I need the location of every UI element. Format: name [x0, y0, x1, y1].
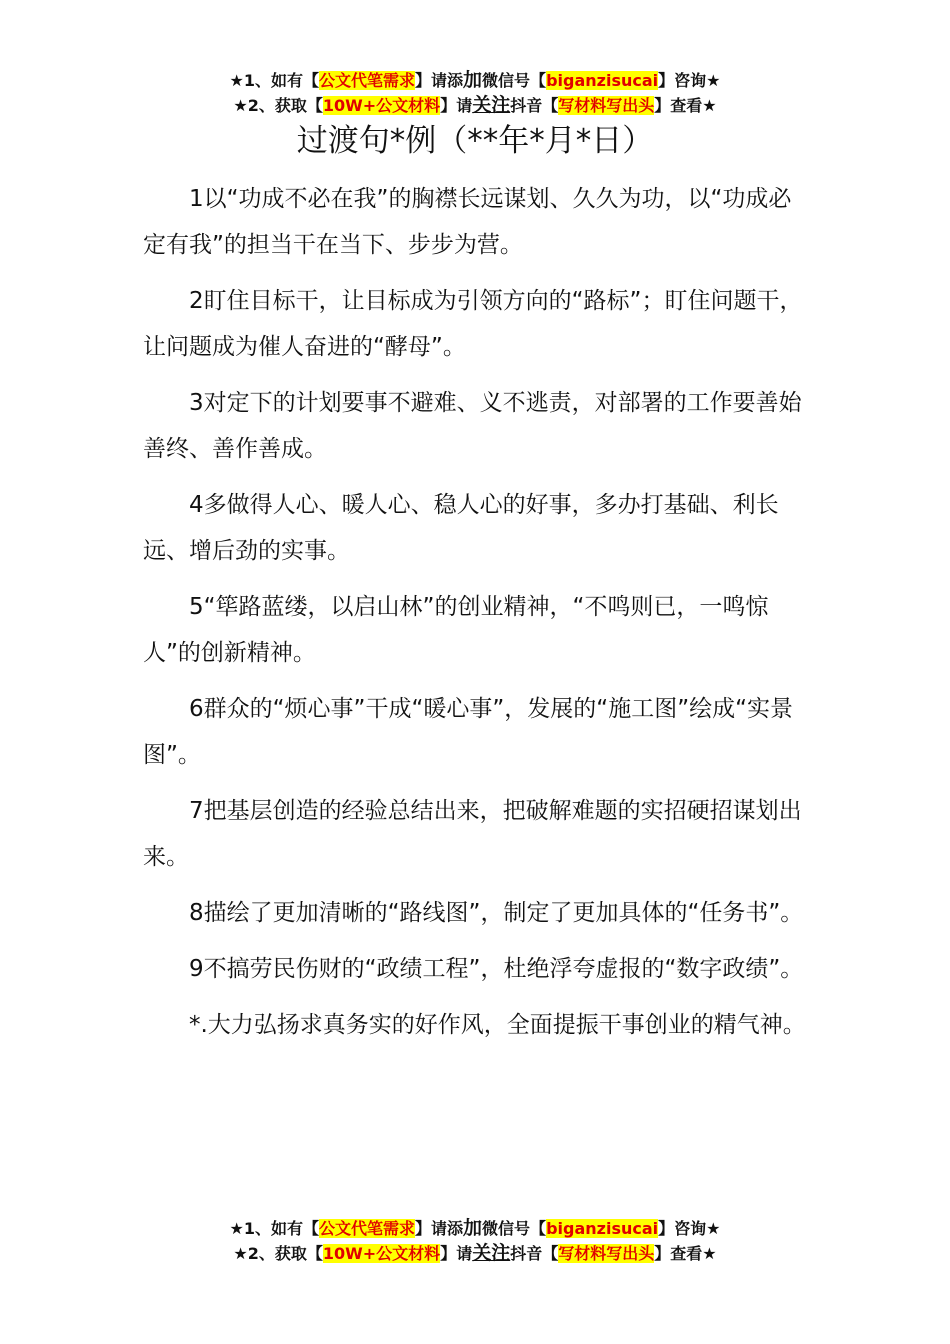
header-banner: [0, 68, 950, 118]
paragraph-7: 7把基层创造的经验总结出来，把破解难题的实招硬招谋划出来。: [143, 798, 802, 870]
footer-highlight-service: 公文代笔需求: [319, 1219, 416, 1238]
document-body: [143, 176, 807, 1058]
footer-banner: [0, 1216, 950, 1266]
paragraph-6: 6群众的“烦心事”干成“暖心事”，发展的“施工图”绘成“实景图”。: [143, 696, 794, 768]
highlight-materials: 10W+公文材料: [322, 96, 441, 115]
paragraph-3: 3对定下的计划要事不避难、义不逃责，对部署的工作要善始善终、善作善成。: [143, 390, 802, 462]
footer-line-1: ★1、如有【公文代笔需求】请添加微信号【biganzisucai】咨询★: [229, 1217, 721, 1239]
footer-highlight-douyin: 写材料写出头: [558, 1244, 655, 1263]
paragraph-8: 8描绘了更加清晰的“路线图”，制定了更加具体的“任务书”。: [189, 900, 804, 926]
paragraph-2: 2盯住目标干，让目标成为引领方向的“路标”；盯住问题干，让问题成为催人奋进的“酵母”。: [143, 288, 803, 360]
highlight-service: 公文代笔需求: [319, 71, 416, 90]
banner-line-2: ★2、获取【10W+公文材料】请关注抖音【写材料写出头】查看★: [233, 94, 717, 116]
highlight-douyin: 写材料写出头: [558, 96, 655, 115]
paragraph-5: 5“筚路蓝缕，以启山林”的创业精神，“不鸣则已，一鸣惊人”的创新精神。: [143, 594, 769, 666]
banner-line-1: ★1、如有【公文代笔需求】请添加微信号【biganzisucai】咨询★: [229, 69, 721, 91]
footer-highlight-wechat-id: biganzisucai: [546, 1219, 659, 1238]
document-title: 过渡句*例（**年*月*日）: [296, 123, 654, 159]
footer-line-2: ★2、获取【10W+公文材料】请关注抖音【写材料写出头】查看★: [233, 1242, 717, 1264]
paragraph-10: *.大力弘扬求真务实的好作风，全面提振干事创业的精气神。: [189, 1012, 806, 1038]
highlight-wechat-id: biganzisucai: [546, 71, 659, 90]
paragraph-9: 9不搞劳民伤财的“政绩工程”，杜绝浮夸虚报的“数字政绩”。: [189, 956, 804, 982]
paragraph-4: 4多做得人心、暖人心、稳人心的好事，多办打基础、利长远、增后劲的实事。: [143, 492, 779, 564]
paragraph-1: 1以“功成不必在我”的胸襟长远谋划、久久为功，以“功成必定有我”的担当干在当下、步步为营。: [143, 186, 792, 258]
footer-highlight-materials: 10W+公文材料: [322, 1244, 441, 1263]
